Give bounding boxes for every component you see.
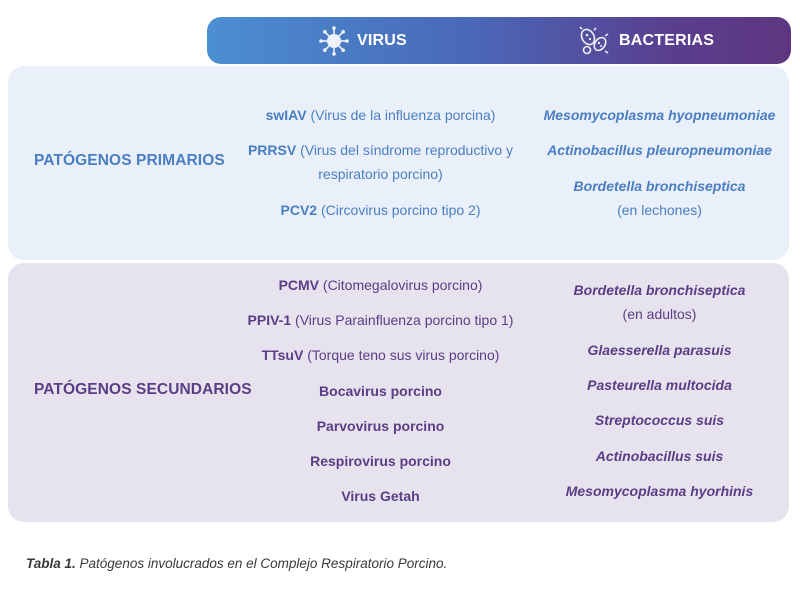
- list-item: respiratorio porcino): [318, 166, 443, 182]
- list-item: Respirovirus porcino: [310, 453, 451, 469]
- list-item: TTsuV (Torque teno sus virus porcino): [261, 347, 500, 363]
- secondary-bacteria-list: [528, 263, 791, 522]
- table-caption: Tabla 1. Patógenos involucrados en el Complejo Respiratorio Porcino.: [26, 556, 448, 571]
- bacteria-column-header: [577, 17, 714, 64]
- list-item: Glaesserella parasuis: [587, 342, 732, 358]
- secondary-virus-list: [238, 263, 523, 522]
- virus-header-label: VIRUS: [357, 31, 407, 49]
- list-item: Actinobacillus suis: [595, 448, 724, 464]
- column-header-bar: [207, 17, 791, 64]
- bacteria-icon: [577, 26, 611, 56]
- virus-icon: [319, 26, 349, 56]
- list-item: PCV2 (Circovirus porcino tipo 2): [280, 202, 481, 218]
- list-item: Mesomycoplasma hyopneumoniae: [543, 107, 776, 123]
- primary-pathogens-panel: [8, 66, 789, 260]
- list-item: Bordetella bronchiseptica: [573, 282, 746, 298]
- list-item: Actinobacillus pleuropneumoniae: [547, 142, 772, 158]
- list-item: PCMV (Citomegalovirus porcino): [278, 277, 483, 293]
- list-item: Virus Getah: [341, 488, 420, 504]
- list-item: Bordetella bronchiseptica: [573, 178, 746, 194]
- virus-column-header: [319, 17, 407, 64]
- list-item: Pasteurella multocida: [587, 377, 732, 393]
- list-item: Bocavirus porcino: [319, 383, 442, 399]
- list-item: PPIV-1 (Virus Parainfluenza porcino tipo 1): [247, 312, 514, 328]
- primary-pathogens-label: PATÓGENOS PRIMARIOS: [34, 152, 225, 169]
- list-item-note: (en adultos): [622, 306, 697, 322]
- bacteria-header-label: BACTERIAS: [619, 31, 715, 49]
- list-item: Streptococcus suis: [594, 412, 725, 428]
- list-item: PRRSV (Virus del síndrome reproductivo y: [247, 142, 514, 158]
- primary-virus-list: [238, 66, 523, 260]
- list-item-note: (en lechones): [617, 202, 702, 218]
- list-item: Parvovirus porcino: [316, 418, 445, 434]
- list-item: swIAV (Virus de la influenza porcina): [265, 107, 496, 123]
- secondary-pathogens-panel: [8, 263, 789, 522]
- primary-bacteria-list: [528, 66, 791, 260]
- list-item: Mesomycoplasma hyorhinis: [565, 483, 754, 499]
- secondary-pathogens-label: PATÓGENOS SECUNDARIOS: [34, 381, 252, 398]
